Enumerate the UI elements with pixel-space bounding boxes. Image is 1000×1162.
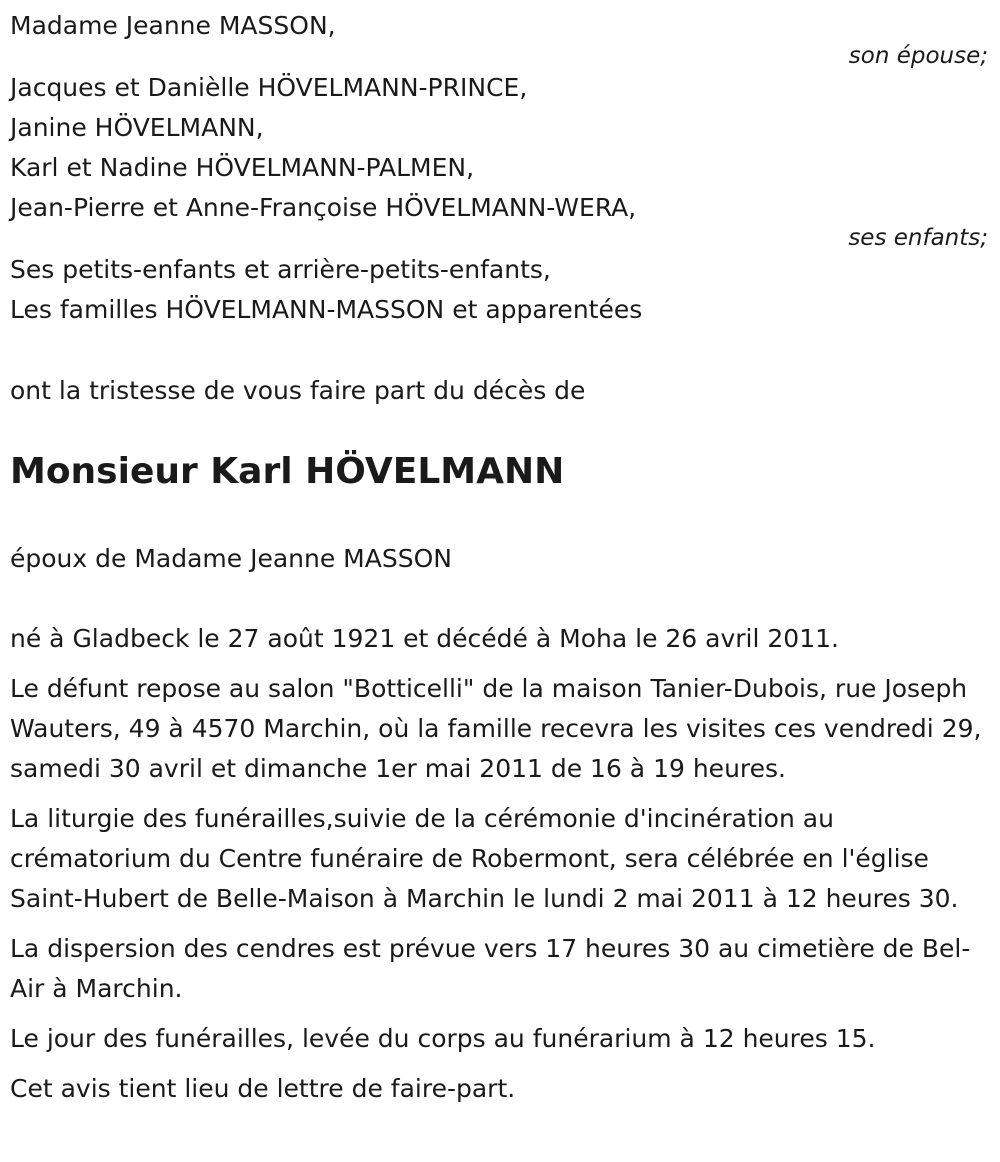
- children-role: ses enfants;: [848, 225, 988, 251]
- family-line: Les familles HÖVELMANN-MASSON et apparentées: [10, 295, 643, 324]
- liturgy-paragraph: La liturgie des funérailles,suivie de la cérémonie d'incinération au crématorium du Centre funéraire de Robermont, sera célébrée en l'église Saint-Hubert de Belle-Maison à Marchin le lundi 2 mai 2011 à 12 heures 30.: [10, 804, 959, 913]
- procession-paragraph: Le jour des funérailles, levée du corps au funérarium à 12 heures 15.: [10, 1024, 876, 1053]
- visitation-paragraph: Le défunt repose au salon "Botticelli" de la maison Tanier-Dubois, rue Joseph Wauters, 49 à 4570 Marchin, où la famille recevra les visites ces vendredi 29, samedi 30 avril et dimanche 1er mai 2011 de 16 à 19 heures.: [10, 674, 982, 783]
- deceased-name: Monsieur Karl HÖVELMANN: [10, 451, 565, 492]
- details-block: [10, 619, 985, 1109]
- ashes-paragraph: La dispersion des cendres est prévue vers 17 heures 30 au cimetière de Bel-Air à Marchin.: [10, 934, 971, 1003]
- child-line: Janine HÖVELMANN,: [10, 113, 264, 142]
- spouse-name: Madame Jeanne MASSON,: [10, 11, 336, 40]
- obituary-notice: [10, 0, 990, 1162]
- birth-death-paragraph: né à Gladbeck le 27 août 1921 et décédé à Moha le 26 avril 2011.: [10, 624, 839, 653]
- announcement-text: ont la tristesse de vous faire part du décès de: [10, 376, 586, 405]
- children-block: [10, 68, 990, 252]
- family-line: Ses petits-enfants et arrière-petits-enfants,: [10, 255, 551, 284]
- notice-paragraph: Cet avis tient lieu de lettre de faire-part.: [10, 1074, 516, 1103]
- child-line: Jean-Pierre et Anne-Françoise HÖVELMANN-WERA,: [10, 193, 637, 222]
- spouse-of-text: époux de Madame Jeanne MASSON: [10, 544, 452, 573]
- spouse-role: son épouse;: [848, 43, 988, 69]
- child-line: Karl et Nadine HÖVELMANN-PALMEN,: [10, 153, 475, 182]
- family-block: [10, 250, 990, 330]
- spouse-block: [10, 6, 990, 70]
- child-line: Jacques et Danièlle HÖVELMANN-PRINCE,: [10, 73, 528, 102]
